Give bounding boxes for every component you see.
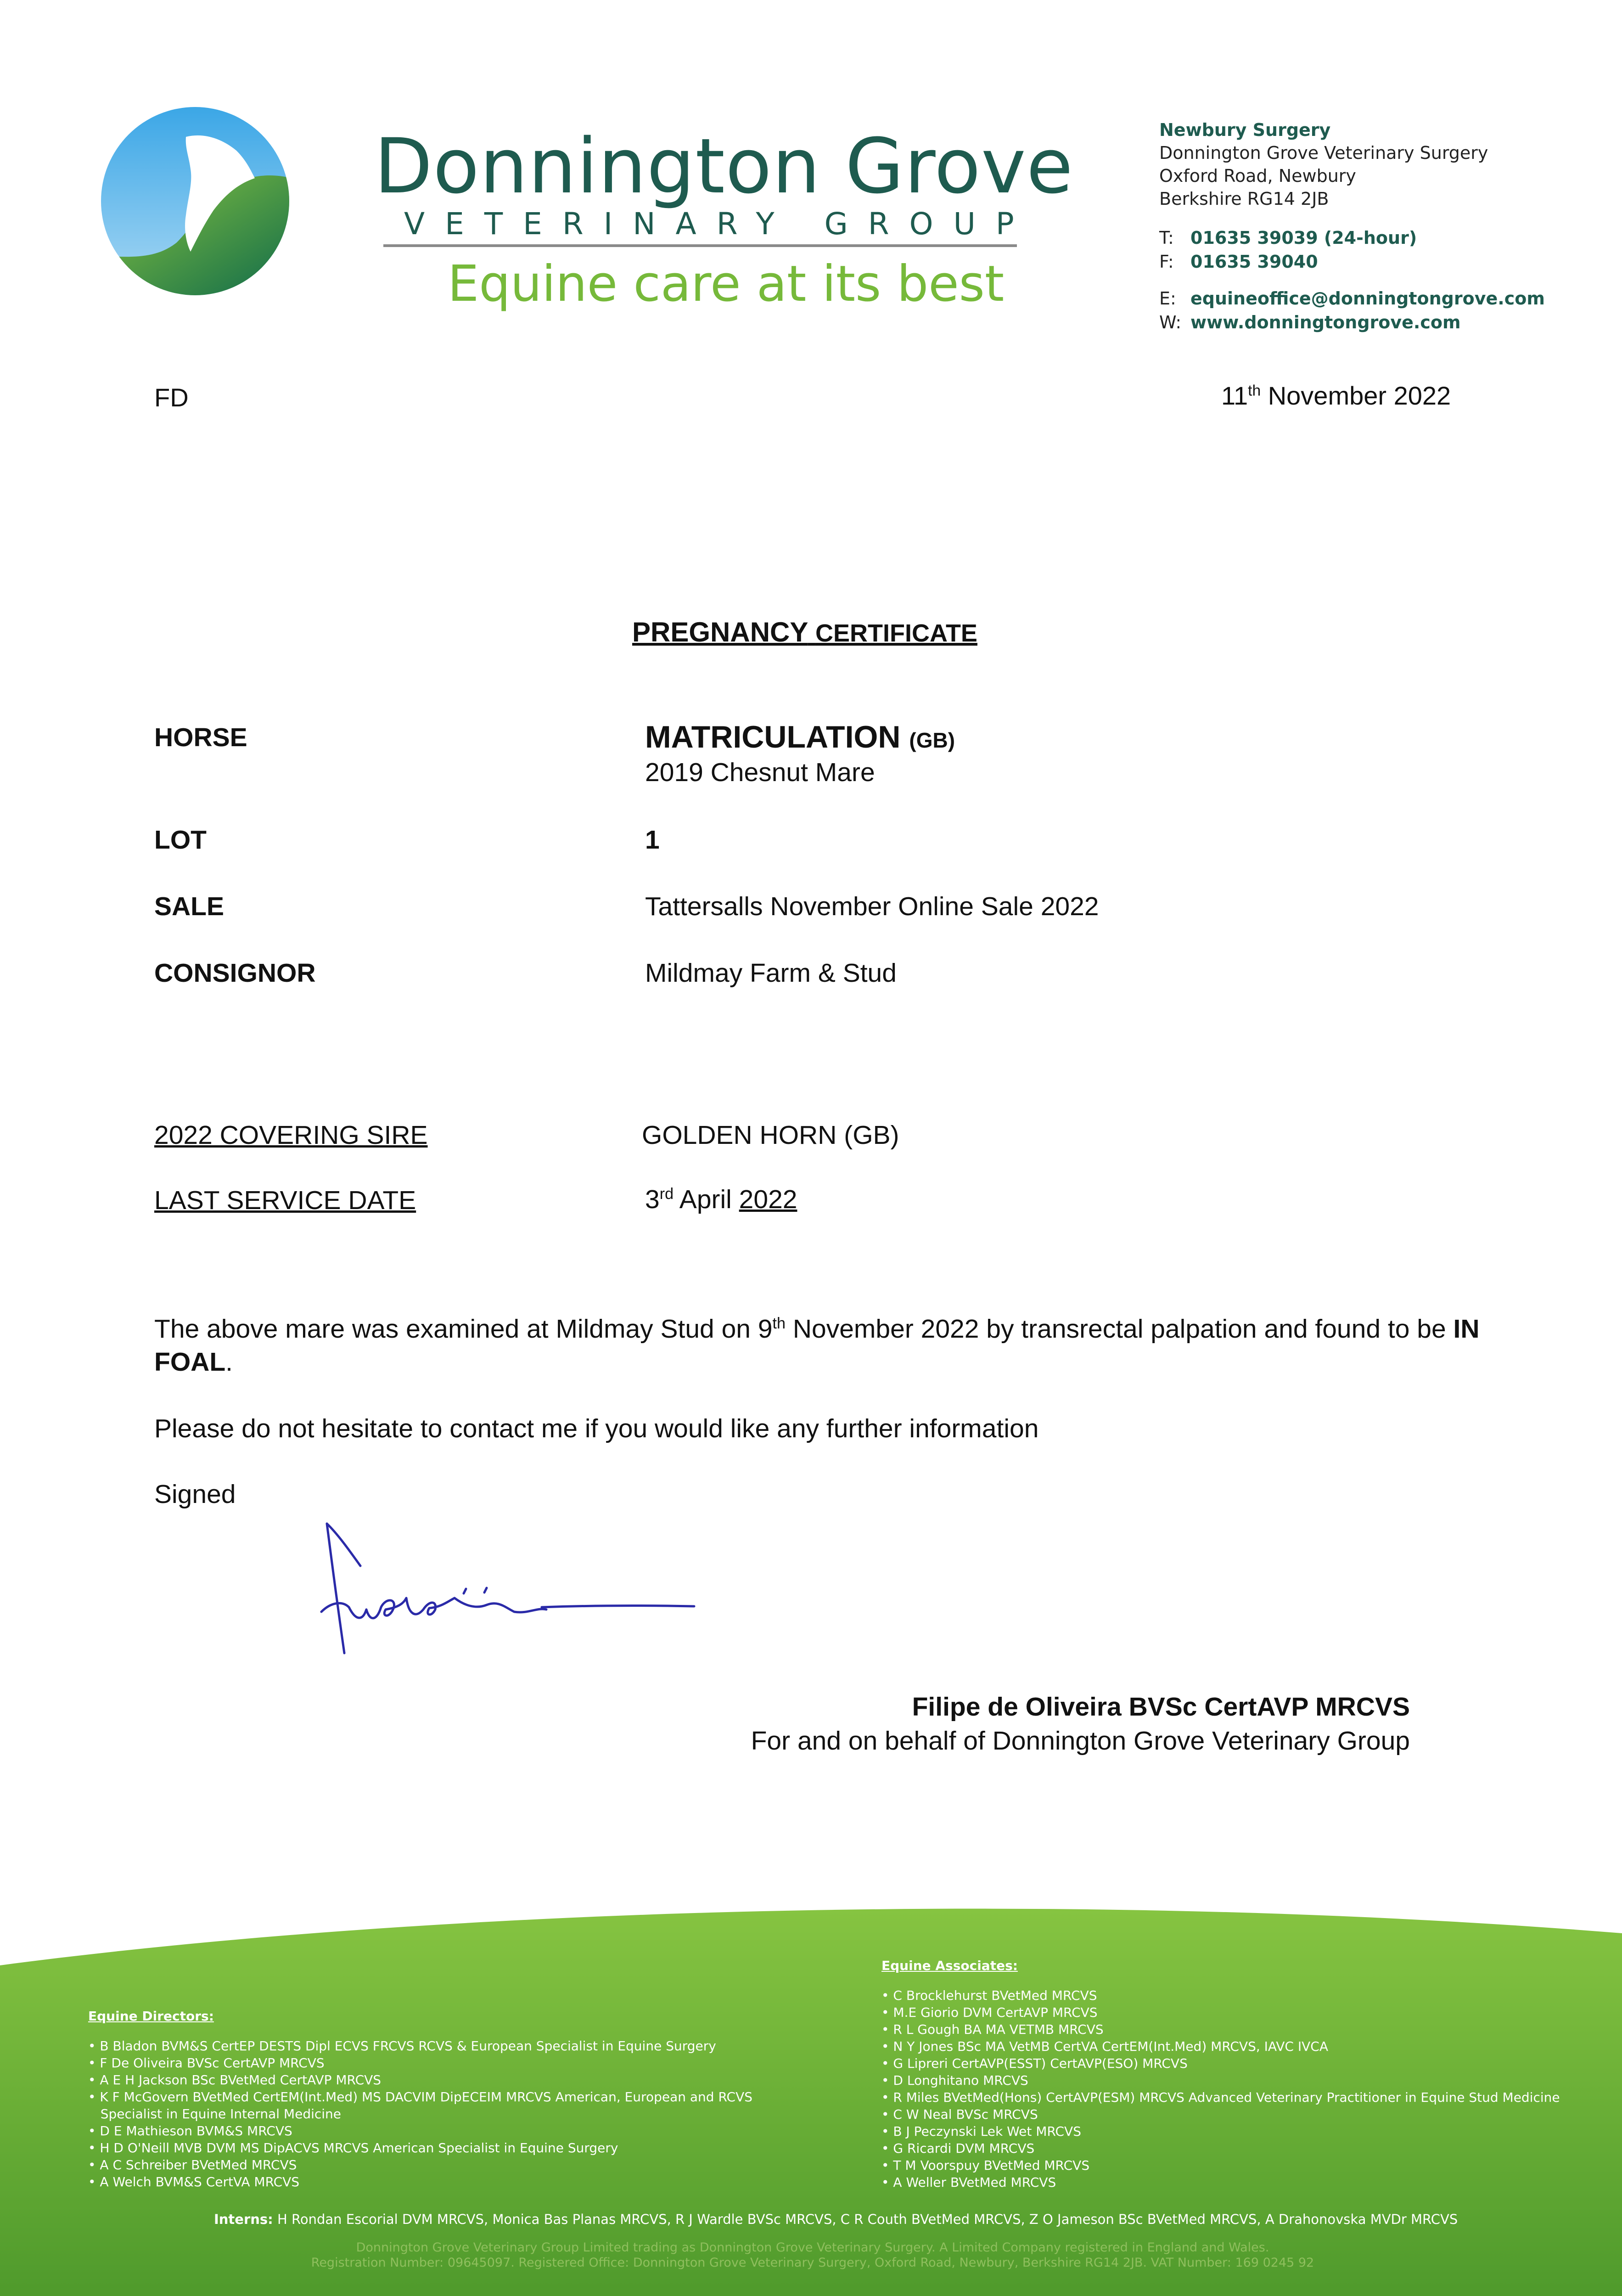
legal-line: Donnington Grove Veterinary Group Limited trading as Donnington Grove Veterinary Surgery. A Limited Company registered in England and Wales. <box>356 2240 1269 2255</box>
tel-value[interactable]: 01635 39039 (24-hour) <box>1190 228 1417 248</box>
associate-item: • R Miles BVetMed(Hons) CertAVP(ESM) MRCVS Advanced Veterinary Practitioner in Equine Stud Medicine <box>881 2090 1560 2105</box>
legal-line: Registration Number: 09645097. Registered Office: Donnington Grove Veterinary Surgery, Oxford Road, Newbury, Berkshire RG14 2JB. VAT Number: 169 0245 92 <box>311 2256 1314 2270</box>
surgery-address <box>1159 118 1488 210</box>
lot-label: LOT <box>154 825 207 855</box>
associate-item: • C Brocklehurst BVetMed MRCVS <box>881 1988 1097 2003</box>
director-item: • F De Oliveira BVSc CertAVP MRCVS <box>88 2055 325 2071</box>
sale-label: SALE <box>154 892 224 921</box>
lot-value: 1 <box>645 825 660 855</box>
address-line: Donnington Grove Veterinary Surgery <box>1159 143 1488 163</box>
address-title: Newbury Surgery <box>1159 120 1331 140</box>
brand-subtitle: VETERINARY GROUP <box>404 206 1034 242</box>
letter-date <box>1221 380 1451 411</box>
tel-label: T: <box>1159 228 1174 248</box>
title-part-2: CERTIFICATE <box>815 619 977 647</box>
title-part-1: PREGNANCY <box>632 617 808 647</box>
director-item: • A C Schreiber BVetMed MRCVS <box>88 2157 297 2172</box>
address-line: Berkshire RG14 2JB <box>1159 189 1329 209</box>
associate-item: • N Y Jones BSc MA VetMB CertVA CertEM(Int.Med) MRCVS, IAVC IVCA <box>881 2039 1328 2054</box>
service-year: 2022 <box>739 1185 797 1214</box>
horse-name <box>645 719 955 755</box>
brand-name: Donnington Grove <box>374 122 1074 210</box>
brand-divider <box>383 244 1017 247</box>
exam-paragraph <box>154 1312 1513 1379</box>
horse-description: 2019 Chesnut Mare <box>645 758 875 787</box>
web-label: W: <box>1159 312 1182 332</box>
consignor-label: CONSIGNOR <box>154 958 316 988</box>
interns-label: Interns: <box>214 2212 273 2227</box>
director-item: • A E H Jackson BSc BVetMed CertAVP MRCVS <box>88 2072 382 2088</box>
director-item: • D E Mathieson BVM&S MRCVS <box>88 2123 292 2138</box>
associate-item: • G Ricardi DVM MRCVS <box>881 2141 1035 2156</box>
certificate-title <box>632 616 977 648</box>
address-line: Oxford Road, Newbury <box>1159 166 1356 186</box>
brand-tagline: Equine care at its best <box>448 255 1005 313</box>
director-item: • H D O'Neill MVB DVM MS DipACVS MRCVS American Specialist in Equine Surgery <box>88 2140 618 2155</box>
fax-value: 01635 39040 <box>1190 252 1318 272</box>
signer-name: Filipe de Oliveira BVSc CertAVP MRCVS <box>912 1692 1410 1722</box>
fax-label: F: <box>1159 252 1174 272</box>
signer-behalf: For and on behalf of Donnington Grove Veterinary Group <box>751 1726 1410 1756</box>
email-label: E: <box>1159 288 1176 309</box>
exam-end: . <box>225 1347 233 1377</box>
associate-item: • A Weller BVetMed MRCVS <box>881 2175 1056 2190</box>
directors-title: Equine Directors: <box>88 2009 214 2024</box>
contact-details <box>1159 226 1545 334</box>
service-month: April <box>673 1185 739 1214</box>
contact-paragraph: Please do not hesitate to contact me if you would like any further information <box>154 1414 1039 1443</box>
director-item: • A Welch BVM&S CertVA MRCVS <box>88 2174 300 2189</box>
horse-head-globe-logo <box>99 105 292 298</box>
equine-associates <box>881 1957 1560 2191</box>
associate-item: • R L Gough BA MA VETMB MRCVS <box>881 2022 1104 2037</box>
service-suffix: rd <box>659 1185 674 1203</box>
legal-text <box>294 2240 1331 2270</box>
last-service-date <box>645 1184 797 1215</box>
interns-line <box>214 2211 1458 2228</box>
associate-item: • C W Neal BVSc MRCVS <box>881 2107 1038 2122</box>
associate-item: • G Lipreri CertAVP(ESST) CertAVP(ESO) MRCVS <box>881 2056 1188 2071</box>
equine-directors <box>88 2008 752 2190</box>
email-link[interactable]: equineoffice@donningtongrove.com <box>1190 288 1545 309</box>
covering-sire-value: GOLDEN HORN (GB) <box>642 1120 899 1150</box>
last-service-label: LAST SERVICE DATE <box>154 1186 416 1215</box>
signer-block <box>751 1690 1410 1758</box>
associate-item: • B J Peczynski Lek Wet MRCVS <box>881 2124 1081 2139</box>
interns-text: H Rondan Escorial DVM MRCVS, Monica Bas Planas MRCVS, R J Wardle BVSc MRCVS, C R Couth BVetMed MRCVS, Z O Jameson BSc BVetMed MRCVS, A Drahonovska MVDr MRCVS <box>273 2212 1458 2227</box>
reference: FD <box>154 383 189 412</box>
exam-result: IN FOAL <box>154 1314 1480 1377</box>
director-item: • K F McGovern BVetMed CertEM(Int.Med) MS DACVIM DipECEIM MRCVS American, European and RCVS <box>88 2089 753 2105</box>
sale-value: Tattersalls November Online Sale 2022 <box>645 892 1099 921</box>
date-day: 11 <box>1221 381 1248 410</box>
website-link[interactable]: www.donningtongrove.com <box>1190 312 1461 332</box>
service-day: 3 <box>645 1185 660 1214</box>
associate-item: • D Longhitano MRCVS <box>881 2073 1028 2088</box>
horse-country: (GB) <box>909 728 955 752</box>
signed-label: Signed <box>154 1480 236 1509</box>
director-item: • B Bladon BVM&S CertEP DESTS Dipl ECVS FRCVS RCVS & European Specialist in Equine Surgery <box>88 2038 716 2054</box>
associate-item: • M.E Giorio DVM CertAVP MRCVS <box>881 2005 1098 2020</box>
horse-name-text: MATRICULATION <box>645 720 901 754</box>
exam-suffix: th <box>772 1315 786 1332</box>
date-rest: November 2022 <box>1261 381 1451 410</box>
exam-text-1: The above mare was examined at Mildmay Stud on 9 <box>154 1314 773 1344</box>
director-item: Specialist in Equine Internal Medicine <box>88 2106 342 2122</box>
consignor-value: Mildmay Farm & Stud <box>645 958 897 988</box>
signature-image <box>317 1515 702 1671</box>
associate-item: • T M Voorspuy BVetMed MRCVS <box>881 2158 1090 2173</box>
date-suffix: th <box>1248 382 1261 400</box>
exam-text-2: November 2022 by transrectal palpation and found to be <box>786 1314 1454 1344</box>
covering-sire-label: 2022 COVERING SIRE <box>154 1120 428 1150</box>
horse-label: HORSE <box>154 723 247 752</box>
associates-title: Equine Associates: <box>881 1958 1018 1973</box>
